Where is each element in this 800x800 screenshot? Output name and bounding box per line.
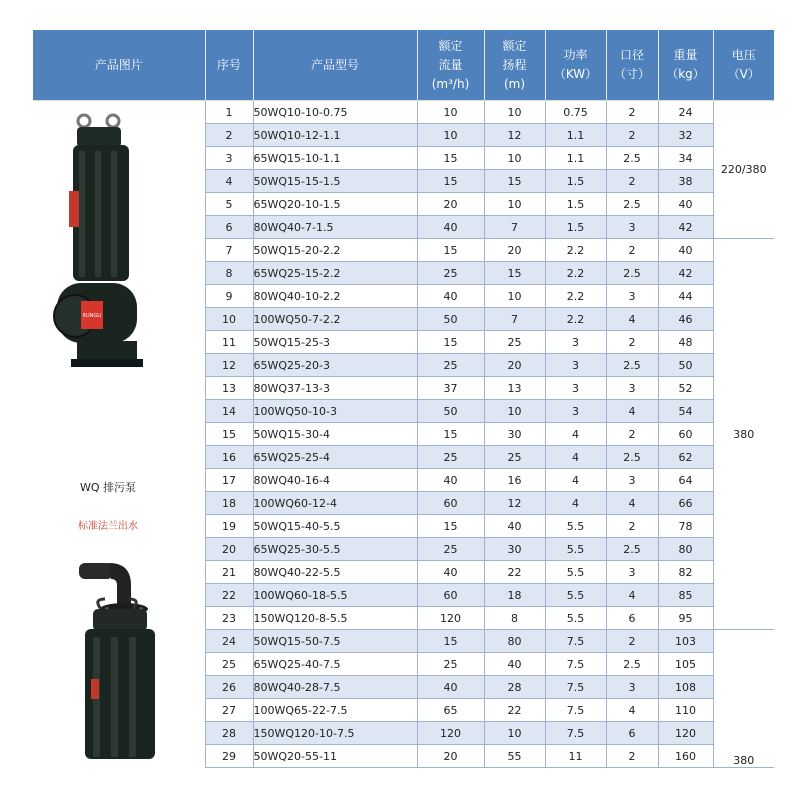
cell-model: 80WQ40-10-2.2: [253, 285, 417, 308]
cell-model: 80WQ40-28-7.5: [253, 676, 417, 699]
cell-diameter: 2: [606, 124, 658, 147]
cell-model: 65WQ20-10-1.5: [253, 193, 417, 216]
cell-head: 16: [484, 469, 545, 492]
cell-seq: 6: [205, 216, 253, 239]
cell-seq: 11: [205, 331, 253, 354]
cell-power: 2.2: [545, 239, 606, 262]
cell-diameter: 2.5: [606, 193, 658, 216]
cell-power: 7.5: [545, 653, 606, 676]
cell-head: 25: [484, 446, 545, 469]
cell-head: 40: [484, 653, 545, 676]
cell-model: 100WQ60-12-4: [253, 492, 417, 515]
cell-power: 4: [545, 423, 606, 446]
cell-diameter: 3: [606, 676, 658, 699]
cell-weight: 66: [658, 492, 713, 515]
cell-power: 5.5: [545, 607, 606, 630]
cell-diameter: 6: [606, 607, 658, 630]
cell-weight: 52: [658, 377, 713, 400]
cell-weight: 54: [658, 400, 713, 423]
cell-head: 20: [484, 354, 545, 377]
cell-weight: 42: [658, 216, 713, 239]
cell-weight: 120: [658, 722, 713, 745]
voltage-cell: 220/380: [713, 101, 774, 239]
cell-model: 65WQ15-10-1.1: [253, 147, 417, 170]
cell-head: 22: [484, 699, 545, 722]
cell-power: 4: [545, 469, 606, 492]
cell-weight: 160: [658, 745, 713, 768]
cell-diameter: 3: [606, 561, 658, 584]
cell-power: 5.5: [545, 538, 606, 561]
cell-power: 11: [545, 745, 606, 768]
cell-seq: 7: [205, 239, 253, 262]
cell-flow: 65: [417, 699, 484, 722]
cell-weight: 78: [658, 515, 713, 538]
cell-seq: 29: [205, 745, 253, 768]
cell-weight: 34: [658, 147, 713, 170]
cell-seq: 10: [205, 308, 253, 331]
cell-weight: 80: [658, 538, 713, 561]
svg-text:RUNGLI: RUNGLI: [82, 313, 102, 319]
cell-weight: 103: [658, 630, 713, 653]
cell-diameter: 2: [606, 101, 658, 124]
cell-seq: 12: [205, 354, 253, 377]
cell-head: 7: [484, 216, 545, 239]
cell-seq: 4: [205, 170, 253, 193]
product-caption: WQ 排污泵: [79, 481, 137, 494]
cell-model: 100WQ50-7-2.2: [253, 308, 417, 331]
cell-diameter: 4: [606, 699, 658, 722]
cell-diameter: 3: [606, 285, 658, 308]
cell-diameter: 2: [606, 423, 658, 446]
cell-head: 10: [484, 400, 545, 423]
cell-head: 28: [484, 676, 545, 699]
cell-power: 1.5: [545, 216, 606, 239]
cell-flow: 15: [417, 331, 484, 354]
cell-model: 65WQ25-40-7.5: [253, 653, 417, 676]
header-power: 功率 （KW）: [545, 30, 606, 101]
cell-seq: 22: [205, 584, 253, 607]
cell-flow: 25: [417, 653, 484, 676]
cell-seq: 16: [205, 446, 253, 469]
cell-head: 40: [484, 515, 545, 538]
cell-diameter: 2.5: [606, 446, 658, 469]
cell-flow: 40: [417, 216, 484, 239]
cell-head: 30: [484, 538, 545, 561]
cell-flow: 15: [417, 239, 484, 262]
cell-head: 30: [484, 423, 545, 446]
cell-diameter: 2.5: [606, 538, 658, 561]
cell-model: 50WQ20-55-11: [253, 745, 417, 768]
cell-head: 10: [484, 285, 545, 308]
cell-head: 22: [484, 561, 545, 584]
table-row: [33, 101, 774, 124]
cell-weight: 85: [658, 584, 713, 607]
cell-weight: 46: [658, 308, 713, 331]
cell-model: 50WQ15-30-4: [253, 423, 417, 446]
cell-weight: 50: [658, 354, 713, 377]
cell-head: 55: [484, 745, 545, 768]
cell-diameter: 2.5: [606, 354, 658, 377]
cell-weight: 24: [658, 101, 713, 124]
cell-power: 3: [545, 331, 606, 354]
cell-flow: 40: [417, 285, 484, 308]
cell-diameter: 3: [606, 216, 658, 239]
header-image: 产品图片: [33, 30, 205, 101]
cell-flow: 25: [417, 538, 484, 561]
cell-head: 13: [484, 377, 545, 400]
cell-flow: 40: [417, 561, 484, 584]
cell-weight: 108: [658, 676, 713, 699]
cell-seq: 2: [205, 124, 253, 147]
cell-head: 10: [484, 147, 545, 170]
cell-model: 50WQ15-40-5.5: [253, 515, 417, 538]
cell-seq: 14: [205, 400, 253, 423]
cell-diameter: 6: [606, 722, 658, 745]
cell-flow: 40: [417, 676, 484, 699]
cell-power: 0.75: [545, 101, 606, 124]
cell-power: 1.5: [545, 193, 606, 216]
cell-seq: 18: [205, 492, 253, 515]
cell-weight: 60: [658, 423, 713, 446]
cell-flow: 20: [417, 193, 484, 216]
cell-seq: 27: [205, 699, 253, 722]
cell-power: 7.5: [545, 722, 606, 745]
cell-model: 50WQ10-12-1.1: [253, 124, 417, 147]
cell-flow: 50: [417, 400, 484, 423]
cell-model: 65WQ25-20-3: [253, 354, 417, 377]
cell-flow: 25: [417, 354, 484, 377]
cell-seq: 19: [205, 515, 253, 538]
cell-head: 10: [484, 101, 545, 124]
cell-power: 5.5: [545, 561, 606, 584]
cell-power: 2.2: [545, 285, 606, 308]
cell-power: 4: [545, 492, 606, 515]
cell-flow: 120: [417, 722, 484, 745]
cell-weight: 40: [658, 239, 713, 262]
cell-flow: 60: [417, 584, 484, 607]
cell-flow: 10: [417, 124, 484, 147]
cell-power: 4: [545, 446, 606, 469]
header-head: 额定 扬程 (m): [484, 30, 545, 101]
cell-flow: 15: [417, 170, 484, 193]
header-weight: 重量 （kg）: [658, 30, 713, 101]
sewage-pump-image: [51, 111, 161, 371]
product-images: [33, 101, 204, 751]
cell-seq: 5: [205, 193, 253, 216]
cell-weight: 48: [658, 331, 713, 354]
cell-head: 12: [484, 492, 545, 515]
cell-seq: 1: [205, 101, 253, 124]
header-model: 产品型号: [253, 30, 417, 101]
cell-seq: 13: [205, 377, 253, 400]
cell-model: 100WQ60-18-5.5: [253, 584, 417, 607]
cell-model: 80WQ40-16-4: [253, 469, 417, 492]
flange-caption: 标准法兰出水: [78, 521, 138, 532]
cell-power: 1.1: [545, 147, 606, 170]
cell-diameter: 2.5: [606, 262, 658, 285]
cell-head: 15: [484, 170, 545, 193]
cell-flow: 20: [417, 745, 484, 768]
cell-seq: 3: [205, 147, 253, 170]
cell-flow: 15: [417, 423, 484, 446]
cell-diameter: 4: [606, 584, 658, 607]
cell-weight: 82: [658, 561, 713, 584]
header-row: [33, 30, 774, 101]
header-diameter: 口径 （寸）: [606, 30, 658, 101]
cell-seq: 9: [205, 285, 253, 308]
cell-seq: 17: [205, 469, 253, 492]
cell-weight: 110: [658, 699, 713, 722]
table-body: [33, 101, 774, 768]
cell-power: 2.2: [545, 308, 606, 331]
cell-seq: 8: [205, 262, 253, 285]
cell-model: 50WQ15-50-7.5: [253, 630, 417, 653]
cell-power: 5.5: [545, 515, 606, 538]
cell-weight: 95: [658, 607, 713, 630]
voltage-cell: 380: [713, 239, 774, 630]
cell-weight: 64: [658, 469, 713, 492]
cell-power: 7.5: [545, 699, 606, 722]
cell-weight: 42: [658, 262, 713, 285]
cell-seq: 15: [205, 423, 253, 446]
cell-seq: 20: [205, 538, 253, 561]
cell-head: 80: [484, 630, 545, 653]
cell-seq: 23: [205, 607, 253, 630]
spec-sheet: [33, 30, 774, 767]
cell-model: 80WQ40-22-5.5: [253, 561, 417, 584]
cell-model: 50WQ15-20-2.2: [253, 239, 417, 262]
cell-model: 100WQ65-22-7.5: [253, 699, 417, 722]
cell-weight: 62: [658, 446, 713, 469]
cell-model: 50WQ10-10-0.75: [253, 101, 417, 124]
cell-model: 65WQ25-15-2.2: [253, 262, 417, 285]
cell-diameter: 4: [606, 400, 658, 423]
cell-weight: 38: [658, 170, 713, 193]
cell-weight: 105: [658, 653, 713, 676]
cell-flow: 15: [417, 147, 484, 170]
cell-power: 5.5: [545, 584, 606, 607]
cell-diameter: 4: [606, 308, 658, 331]
cell-flow: 15: [417, 515, 484, 538]
cell-model: 65WQ25-25-4: [253, 446, 417, 469]
cell-flow: 37: [417, 377, 484, 400]
cell-head: 12: [484, 124, 545, 147]
cell-diameter: 2: [606, 630, 658, 653]
cell-head: 25: [484, 331, 545, 354]
cell-head: 7: [484, 308, 545, 331]
cell-head: 8: [484, 607, 545, 630]
cell-diameter: 2: [606, 170, 658, 193]
cell-seq: 24: [205, 630, 253, 653]
cell-head: 18: [484, 584, 545, 607]
cell-diameter: 3: [606, 377, 658, 400]
cell-diameter: 2: [606, 745, 658, 768]
cell-head: 10: [484, 193, 545, 216]
cell-model: 100WQ50-10-3: [253, 400, 417, 423]
cell-head: 15: [484, 262, 545, 285]
cell-diameter: 3: [606, 469, 658, 492]
cell-seq: 26: [205, 676, 253, 699]
cell-flow: 15: [417, 630, 484, 653]
cell-weight: 32: [658, 124, 713, 147]
cell-model: 150WQ120-8-5.5: [253, 607, 417, 630]
cell-power: 7.5: [545, 630, 606, 653]
cell-model: 50WQ15-15-1.5: [253, 170, 417, 193]
cell-model: 80WQ40-7-1.5: [253, 216, 417, 239]
cell-model: 150WQ120-10-7.5: [253, 722, 417, 745]
cell-weight: 40: [658, 193, 713, 216]
cell-diameter: 2.5: [606, 147, 658, 170]
cell-diameter: 2.5: [606, 653, 658, 676]
cell-head: 20: [484, 239, 545, 262]
cell-power: 1.5: [545, 170, 606, 193]
cell-seq: 21: [205, 561, 253, 584]
cell-power: 3: [545, 377, 606, 400]
cell-power: 2.2: [545, 262, 606, 285]
cell-model: 65WQ25-30-5.5: [253, 538, 417, 561]
cell-flow: 60: [417, 492, 484, 515]
cell-power: 7.5: [545, 676, 606, 699]
cell-weight: 44: [658, 285, 713, 308]
cell-diameter: 2: [606, 331, 658, 354]
sewage-pump-image-2: [71, 599, 171, 759]
cell-flow: 120: [417, 607, 484, 630]
cell-flow: 50: [417, 308, 484, 331]
cell-model: 50WQ15-25-3: [253, 331, 417, 354]
cell-seq: 25: [205, 653, 253, 676]
cell-power: 3: [545, 400, 606, 423]
header-seq: 序号: [205, 30, 253, 101]
cell-flow: 40: [417, 469, 484, 492]
voltage-cell: 380: [713, 630, 774, 768]
cell-power: 3: [545, 354, 606, 377]
cell-flow: 25: [417, 262, 484, 285]
cell-diameter: 2: [606, 515, 658, 538]
cell-head: 10: [484, 722, 545, 745]
product-image-cell: [33, 101, 205, 768]
cell-flow: 10: [417, 101, 484, 124]
pump-spec-table: [33, 30, 774, 768]
header-voltage: 电压 （V）: [713, 30, 774, 101]
cell-seq: 28: [205, 722, 253, 745]
header-flow: 额定 流量 (m³/h): [417, 30, 484, 101]
cell-model: 80WQ37-13-3: [253, 377, 417, 400]
cell-flow: 25: [417, 446, 484, 469]
cell-diameter: 4: [606, 492, 658, 515]
cell-power: 1.1: [545, 124, 606, 147]
cell-diameter: 2: [606, 239, 658, 262]
